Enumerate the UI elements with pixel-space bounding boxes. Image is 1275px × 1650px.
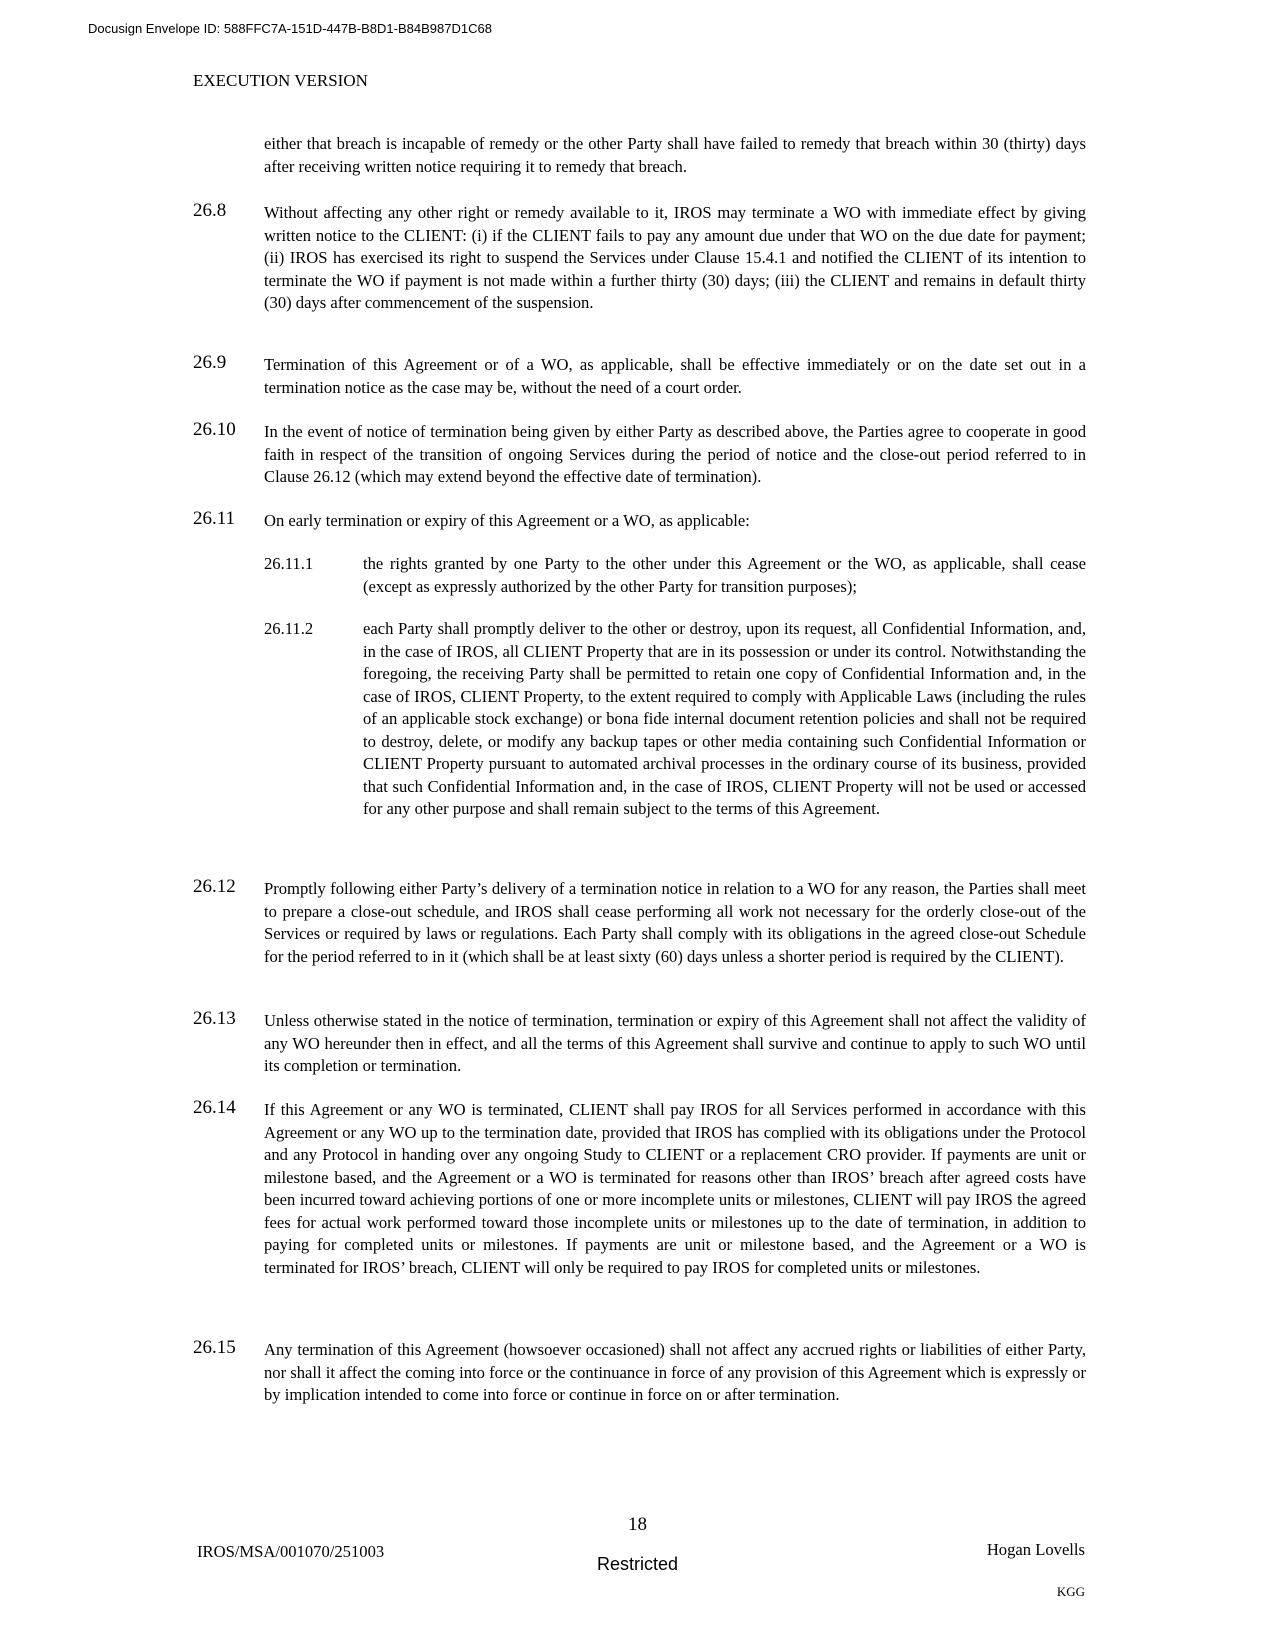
clause-number: 26.12 [193,876,236,897]
clause-number: 26.9 [193,352,227,373]
law-firm-name: Hogan Lovells [986,1540,1085,1559]
clause-number: 26.10 [193,419,236,440]
subclause-number: 26.11.1 [264,554,314,573]
clause-text: Termination of this Agreement or of a WO, as applicable, shall be effective immediately or on the date set out in a termination notice as the case may be, without the need of a court order. [264,355,1086,397]
clause-text: On early termination or expiry of this Agreement or a WO, as applicable: [264,511,750,530]
clause-number: 26.11 [193,508,236,529]
clause-text: Unless otherwise stated in the notice of termination, termination or expiry of this Agreement shall not affect the validity of any WO hereunder then in effect, and all the terms of this Agreement shall survive and continue to apply to such WO until its completion or termination. [264,1011,1086,1075]
page-number: 18 [628,1514,647,1535]
subclause-number: 26.11.2 [264,619,314,638]
clause-text: Without affecting any other right or remedy available to it, IROS may terminate a WO with immediate effect by giving written notice to the CLIENT: (i) if the CLIENT fails to pay any amount due under that WO on the due date for payment; (ii) IROS has exercised its right to suspend the Services under Clause 15.4.1 and notified the CLIENT of its intention to terminate the WO if payment is not made within a further thirty (30) days; (iii) the CLIENT and remains in default thirty (30) days after commencement of the suspension. [264,203,1086,312]
clause-number: 26.14 [193,1097,236,1118]
subclause-text: each Party shall promptly deliver to the other or destroy, upon its request, all Confidential Information, and, in the case of IROS, all CLIENT Property that are in its possession or under its control. Notwithstanding the foregoing, the receiving Party shall be permitted to retain one copy of Confidential Information and, in the case of IROS, CLIENT Property, to the extent required to comply with Applicable Laws (including the rules of an applicable stock exchange) or bona fide internal document retention policies and shall not be required to destroy, delete, or modify any backup tapes or other media containing such Confidential Information or CLIENT Property pursuant to automated archival processes in the ordinary course of its business, provided that such Confidential Information and, in the case of IROS, CLIENT Property will not be used or accessed for any other purpose and shall remain subject to the terms of this Agreement. [363,619,1086,818]
clause-number: 26.13 [193,1008,236,1029]
clause-text: In the event of notice of termination being given by either Party as described above, the Parties agree to cooperate in good faith in respect of the transition of ongoing Services during the period of notice and the close-out period referred to in Clause 26.12 (which may extend beyond the effective date of termination). [264,422,1086,486]
document-reference: IROS/MSA/001070/251003 [197,1542,385,1561]
subclause-text: the rights granted by one Party to the other under this Agreement or the WO, as applicable, shall cease (except as expressly authorized by the other Party for transition purposes); [363,554,1086,596]
document-version-label: EXECUTION VERSION [193,71,368,90]
docusign-envelope-id: Docusign Envelope ID: 588FFC7A-151D-447B-B8D1-B84B987D1C68 [88,21,492,36]
author-initials: KGG [1056,1584,1085,1599]
continuation-paragraph: either that breach is incapable of remedy or the other Party shall have failed to remedy that breach within 30 (thirty) days after receiving written notice requiring it to remedy that breach. [264,134,1086,176]
classification-label: Restricted [596,1554,679,1574]
clause-number: 26.8 [193,200,227,221]
clause-text: Any termination of this Agreement (howsoever occasioned) shall not affect any accrued rights or liabilities of either Party, nor shall it affect the coming into force or the continuance in force of any provision of this Agreement which is expressly or by implication intended to come into force or continue in force on or after termination. [264,1340,1086,1404]
clause-number: 26.15 [193,1337,236,1358]
clause-text: Promptly following either Party’s delivery of a termination notice in relation to a WO for any reason, the Parties shall meet to prepare a close-out schedule, and IROS shall cease performing all work not necessary for the orderly close-out of the Services or required by laws or regulations. Each Party shall comply with its obligations in the agreed close-out Schedule for the period referred to in it (which shall be at least sixty (60) days unless a shorter period is required by the CLIENT). [264,879,1086,966]
clause-text: If this Agreement or any WO is terminated, CLIENT shall pay IROS for all Services performed in accordance with this Agreement or any WO up to the termination date, provided that IROS has complied with its obligations under the Protocol and any Protocol in handing over any ongoing Study to CLIENT or a replacement CRO provider. If payments are unit or milestone based, and the Agreement or a WO is terminated for reasons other than IROS’ breach after agreed costs have been incurred toward achieving portions of one or more incomplete units or milestones, CLIENT will pay IROS the agreed fees for actual work performed toward those incomplete units or milestones up to the date of termination, in addition to paying for completed units or milestones. If payments are unit or milestone based, and the Agreement or a WO is terminated for IROS’ breach, CLIENT will only be required to pay IROS for completed units or milestones. [264,1100,1086,1277]
